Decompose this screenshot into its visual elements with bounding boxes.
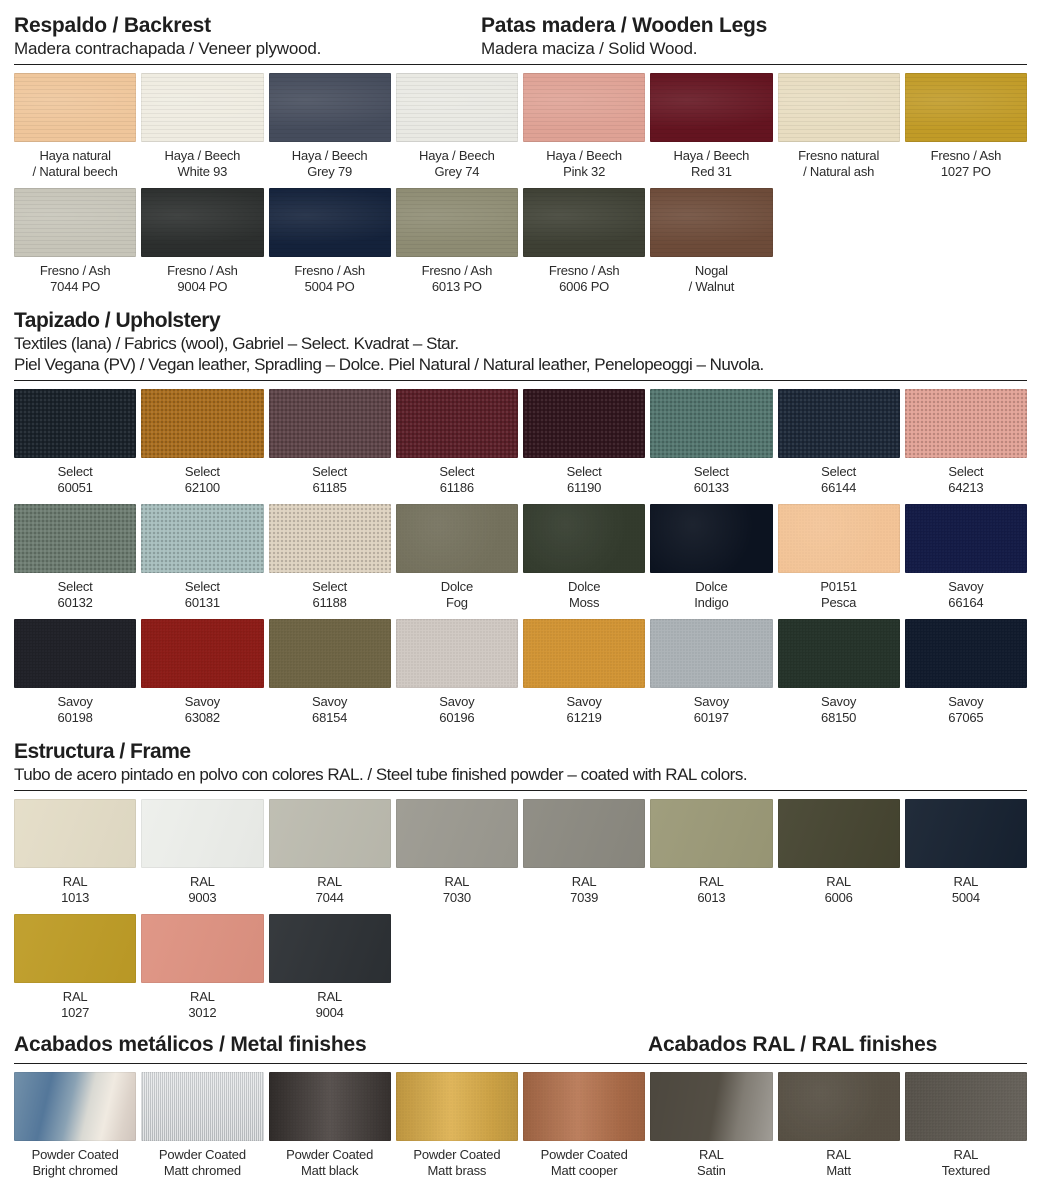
material-swatch <box>650 188 772 257</box>
swatch-label: P0151 Pesca <box>820 579 857 610</box>
swatch-cell <box>778 619 900 726</box>
swatch-label: Savoy 66164 <box>948 579 984 610</box>
fabric-swatch-row-2 <box>14 504 1027 611</box>
swatch-cell <box>905 799 1027 906</box>
material-swatch <box>905 799 1027 868</box>
swatch-label: Select 60132 <box>57 579 93 610</box>
wooden-legs-title: Patas madera / Wooden Legs <box>481 14 768 37</box>
material-swatch <box>523 73 645 142</box>
swatch-cell <box>14 1072 136 1179</box>
material-swatch <box>650 619 772 688</box>
ral-finishes-header <box>648 1033 937 1057</box>
swatch-cell <box>269 73 391 180</box>
swatch-label: Savoy 61219 <box>566 694 602 725</box>
swatch-cell <box>905 73 1027 180</box>
swatch-cell <box>269 1072 391 1179</box>
swatch-label: Select 62100 <box>184 464 220 495</box>
material-swatch <box>269 389 391 458</box>
wood-swatch-row-2 <box>14 188 1027 295</box>
swatch-label: RAL 1013 <box>61 874 90 905</box>
swatch-label: Dolce Moss <box>568 579 601 610</box>
swatch-label: Savoy 68150 <box>821 694 857 725</box>
material-swatch <box>141 389 263 458</box>
material-swatch <box>396 188 518 257</box>
swatch-label: Select 60131 <box>184 579 220 610</box>
material-swatch <box>14 619 136 688</box>
material-swatch <box>778 799 900 868</box>
swatch-cell <box>650 619 772 726</box>
swatch-label: RAL 7044 <box>315 874 344 905</box>
swatch-cell <box>905 504 1027 611</box>
material-swatch <box>269 1072 391 1141</box>
swatch-cell <box>650 799 772 906</box>
swatch-cell <box>905 389 1027 496</box>
ral-finishes-title: Acabados RAL / RAL finishes <box>648 1033 938 1056</box>
material-swatch <box>523 799 645 868</box>
fabric-swatch-row-1 <box>14 389 1027 496</box>
material-swatch <box>523 389 645 458</box>
ral-swatch-row-1 <box>14 799 1027 906</box>
frame-header <box>14 740 1027 785</box>
swatch-label: RAL 1027 <box>61 989 90 1020</box>
material-swatch <box>905 504 1027 573</box>
swatch-label: RAL 9003 <box>188 874 217 905</box>
swatch-label: Fresno / Ash 6013 PO <box>421 263 493 294</box>
swatch-cell <box>14 389 136 496</box>
divider <box>14 790 1027 791</box>
swatch-label: Select 60133 <box>693 464 729 495</box>
material-swatch <box>269 914 391 983</box>
material-swatch <box>141 914 263 983</box>
swatch-label: RAL 5004 <box>951 874 980 905</box>
ral-swatch-row-2 <box>14 914 1027 1021</box>
swatch-label: Savoy 68154 <box>312 694 348 725</box>
swatch-label: Fresno natural / Natural ash <box>798 148 880 179</box>
swatch-cell <box>778 73 900 180</box>
swatch-label: Powder Coated Bright chromed <box>31 1147 119 1178</box>
swatch-cell <box>14 73 136 180</box>
swatch-label: Select 61186 <box>439 464 475 495</box>
material-swatch <box>14 188 136 257</box>
swatch-label: Haya / Beech Red 31 <box>673 148 750 179</box>
material-swatch <box>778 619 900 688</box>
swatch-label: Haya / Beech White 93 <box>164 148 241 179</box>
divider <box>14 64 1027 65</box>
upholstery-title: Tapizado / Upholstery <box>14 309 221 332</box>
material-swatch <box>396 799 518 868</box>
material-swatch <box>14 799 136 868</box>
swatch-cell <box>905 1072 1027 1179</box>
swatch-cell <box>778 799 900 906</box>
swatch-label: Haya / Beech Pink 32 <box>546 148 622 179</box>
swatch-cell <box>269 619 391 726</box>
swatch-cell <box>141 389 263 496</box>
swatch-label: RAL 6013 <box>697 874 726 905</box>
swatch-label: RAL Satin <box>697 1147 726 1178</box>
material-swatch <box>778 389 900 458</box>
wooden-legs-subtitle: Madera maciza / Solid Wood. <box>481 39 698 58</box>
backrest-subtitle: Madera contrachapada / Veneer plywood. <box>14 39 322 58</box>
swatch-cell <box>141 619 263 726</box>
divider <box>14 1063 1027 1064</box>
material-swatch <box>14 389 136 458</box>
swatch-label: Select 66144 <box>821 464 857 495</box>
swatch-label: Savoy 60196 <box>439 694 475 725</box>
swatch-cell <box>14 504 136 611</box>
swatch-cell <box>650 1072 772 1179</box>
swatch-label: RAL 3012 <box>188 989 217 1020</box>
material-swatch <box>650 799 772 868</box>
swatch-cell <box>141 914 263 1021</box>
swatch-cell <box>523 619 645 726</box>
material-swatch <box>141 799 263 868</box>
swatch-label: Dolce Fog <box>440 579 473 610</box>
swatch-cell <box>523 1072 645 1179</box>
material-swatch <box>269 619 391 688</box>
swatch-cell <box>396 389 518 496</box>
material-swatch <box>396 619 518 688</box>
material-swatch <box>778 504 900 573</box>
swatch-label: Savoy 67065 <box>948 694 984 725</box>
material-swatch <box>396 504 518 573</box>
upholstery-line2: Piel Vegana (PV) / Vegan leather, Spradling – Dolce. Piel Natural / Natural leather, Penelopeoggi – Nuvola. <box>14 355 764 374</box>
swatch-cell <box>141 799 263 906</box>
swatch-cell <box>269 188 391 295</box>
frame-subtitle: Tubo de acero pintado en polvo con colores RAL. / Steel tube finished powder – coated with RAL colors. <box>14 765 748 784</box>
swatch-label: Savoy 60198 <box>57 694 93 725</box>
material-swatch <box>141 188 263 257</box>
material-swatch <box>650 389 772 458</box>
swatch-cell <box>905 619 1027 726</box>
swatch-cell <box>396 504 518 611</box>
swatch-label: Nogal / Walnut <box>688 263 735 294</box>
swatch-label: RAL 7030 <box>442 874 471 905</box>
material-swatch <box>650 73 772 142</box>
swatch-label: Select 61188 <box>312 579 348 610</box>
material-swatch <box>14 73 136 142</box>
material-swatch <box>396 1072 518 1141</box>
swatch-label: Haya / Beech Grey 74 <box>419 148 495 179</box>
swatch-label: Fresno / Ash 6006 PO <box>548 263 620 294</box>
swatch-label: RAL Textured <box>941 1147 990 1178</box>
swatch-cell <box>778 1072 900 1179</box>
swatch-cell <box>523 799 645 906</box>
swatch-label: Select 61185 <box>312 464 348 495</box>
material-swatch <box>905 389 1027 458</box>
swatch-cell <box>778 389 900 496</box>
swatch-label: Select 60051 <box>57 464 93 495</box>
swatch-cell <box>141 504 263 611</box>
material-swatch <box>269 73 391 142</box>
material-swatch <box>269 799 391 868</box>
material-swatch <box>523 619 645 688</box>
swatch-label: RAL 9004 <box>315 989 344 1020</box>
swatch-label: Powder Coated Matt chromed <box>158 1147 246 1178</box>
swatch-cell <box>650 188 772 295</box>
material-swatch <box>650 1072 772 1141</box>
material-swatch <box>650 504 772 573</box>
swatch-label: Haya natural / Natural beech <box>32 148 118 179</box>
backrest-title: Respaldo / Backrest <box>14 14 211 37</box>
divider <box>14 380 1027 381</box>
metal-finishes-title: Acabados metálicos / Metal finishes <box>14 1033 367 1056</box>
frame-title: Estructura / Frame <box>14 740 191 763</box>
material-swatch <box>141 619 263 688</box>
swatch-cell <box>396 1072 518 1179</box>
material-swatch <box>14 914 136 983</box>
material-swatch <box>269 504 391 573</box>
swatch-label: Select 61190 <box>566 464 602 495</box>
swatch-cell <box>269 389 391 496</box>
swatch-cell <box>141 188 263 295</box>
swatch-cell <box>396 73 518 180</box>
material-swatch <box>141 1072 263 1141</box>
swatch-cell <box>523 188 645 295</box>
swatch-label: Savoy 63082 <box>184 694 220 725</box>
material-swatch <box>523 1072 645 1141</box>
swatch-label: Fresno / Ash 7044 PO <box>39 263 111 294</box>
material-swatch <box>141 73 263 142</box>
swatch-label: Select 64213 <box>948 464 984 495</box>
swatch-cell <box>269 504 391 611</box>
material-swatch <box>905 619 1027 688</box>
swatch-cell <box>778 504 900 611</box>
swatch-cell <box>650 73 772 180</box>
swatch-label: RAL 6006 <box>824 874 853 905</box>
swatch-label: Fresno / Ash 1027 PO <box>930 148 1002 179</box>
wooden-legs-header <box>481 14 767 59</box>
material-swatch <box>269 188 391 257</box>
material-swatch <box>396 73 518 142</box>
upholstery-line1: Textiles (lana) / Fabrics (wool), Gabriel – Select. Kvadrat – Star. <box>14 334 459 353</box>
wood-swatch-row-1 <box>14 73 1027 180</box>
swatch-cell <box>14 188 136 295</box>
swatch-cell <box>269 799 391 906</box>
swatch-cell <box>14 799 136 906</box>
swatch-cell <box>523 73 645 180</box>
material-swatch <box>778 1072 900 1141</box>
top-headers <box>14 14 1027 59</box>
swatch-cell <box>650 389 772 496</box>
swatch-label: Fresno / Ash 9004 PO <box>167 263 238 294</box>
material-swatch <box>523 188 645 257</box>
swatch-cell <box>396 619 518 726</box>
swatch-label: Savoy 60197 <box>693 694 729 725</box>
material-swatch <box>523 504 645 573</box>
swatch-label: Powder Coated Matt cooper <box>540 1147 628 1178</box>
material-swatch <box>141 504 263 573</box>
swatch-cell <box>141 73 263 180</box>
fabric-swatch-row-3 <box>14 619 1027 726</box>
material-swatch <box>14 1072 136 1141</box>
material-swatch <box>778 73 900 142</box>
swatch-cell <box>650 504 772 611</box>
swatch-label: Haya / Beech Grey 79 <box>291 148 368 179</box>
swatch-cell <box>269 914 391 1021</box>
finish-swatch-row <box>14 1072 1027 1179</box>
swatch-label: Dolce Indigo <box>694 579 729 610</box>
swatch-cell <box>14 914 136 1021</box>
swatch-label: Powder Coated Matt black <box>286 1147 374 1178</box>
swatch-cell <box>396 188 518 295</box>
swatch-label: RAL Matt <box>826 1147 851 1178</box>
swatch-label: Powder Coated Matt brass <box>413 1147 501 1178</box>
swatch-label: Fresno / Ash 5004 PO <box>294 263 365 294</box>
swatch-cell <box>523 389 645 496</box>
material-swatch <box>905 1072 1027 1141</box>
material-swatch <box>14 504 136 573</box>
swatch-label: RAL 7039 <box>570 874 599 905</box>
swatch-cell <box>141 1072 263 1179</box>
swatch-cell <box>396 799 518 906</box>
swatch-cell <box>14 619 136 726</box>
bottom-headers <box>14 1033 1027 1057</box>
swatch-cell <box>523 504 645 611</box>
material-swatch <box>396 389 518 458</box>
material-swatch <box>905 73 1027 142</box>
upholstery-header <box>14 309 1027 375</box>
